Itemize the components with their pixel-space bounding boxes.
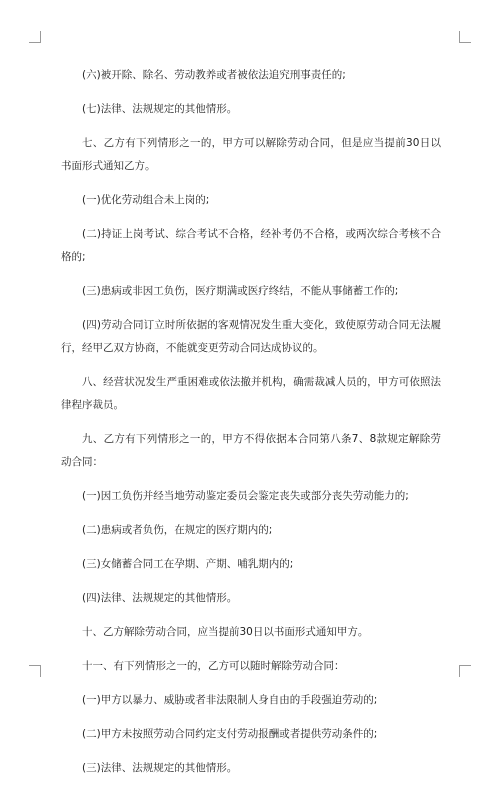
section-seven-item-4: (四)劳动合同订立时所依据的客观情况发生重大变化，致使原劳动合同无法履行，经甲乙双方协商，不能就变更劳动合同达成协议的。 bbox=[61, 319, 441, 354]
clause-item-7: (七)法律、法规规定的其他情形。 bbox=[82, 103, 238, 115]
section-seven-item-1: (一)优化劳动组合未上岗的; bbox=[82, 194, 210, 206]
section-nine-item-1: (一)因工负伤并经当地劳动鉴定委员会鉴定丧失或部分丧失劳动能力的; bbox=[82, 490, 409, 502]
section-ten: 十、乙方解除劳动合同，应当提前30日以书面形式通知甲方。 bbox=[82, 626, 369, 638]
section-seven-item-3: (三)患病或非因工负伤，医疗期满或医疗终结，不能从事储蓄工作的; bbox=[82, 285, 399, 297]
section-nine: 九、乙方有下列情形之一的，甲方不得依据本合同第八条7、8款规定解除劳动合同： bbox=[61, 433, 441, 468]
crop-mark-bottom-left bbox=[29, 665, 41, 677]
clause-item-6: (六)被开除、除名、劳动教养或者被依法追究刑事责任的; bbox=[82, 69, 346, 81]
section-seven-item-2: (二)持证上岗考试、综合考试不合格，经补考仍不合格，或两次综合考核不合格的; bbox=[61, 228, 441, 263]
crop-mark-top-left bbox=[29, 31, 41, 43]
section-eleven: 十一、有下列情形之一的，乙方可以随时解除劳动合同： bbox=[82, 660, 345, 672]
section-eleven-item-3: (三)法律、法规规定的其他情形。 bbox=[82, 762, 238, 774]
section-eleven-item-1: (一)甲方以暴力、威胁或者非法限制人身自由的手段强迫劳动的; bbox=[82, 694, 378, 706]
section-nine-item-2: (二)患病或者负伤，在规定的医疗期内的; bbox=[82, 524, 273, 536]
section-nine-item-3: (三)女储蓄合同工在孕期、产期、哺乳期内的; bbox=[82, 558, 294, 570]
crop-mark-bottom-right bbox=[459, 665, 471, 677]
crop-mark-top-right bbox=[459, 31, 471, 43]
document-body bbox=[61, 64, 441, 791]
section-seven: 七、乙方有下列情形之一的，甲方可以解除劳动合同，但是应当提前30日以书面形式通知乙方。 bbox=[61, 137, 441, 172]
section-eight: 八、经营状况发生严重困难或依法撤并机构，确需裁减人员的，甲方可依照法律程序裁员。 bbox=[61, 376, 441, 411]
section-nine-item-4: (四)法律、法规规定的其他情形。 bbox=[82, 592, 238, 604]
section-eleven-item-2: (二)甲方未按照劳动合同约定支付劳动报酬或者提供劳动条件的; bbox=[82, 728, 378, 740]
